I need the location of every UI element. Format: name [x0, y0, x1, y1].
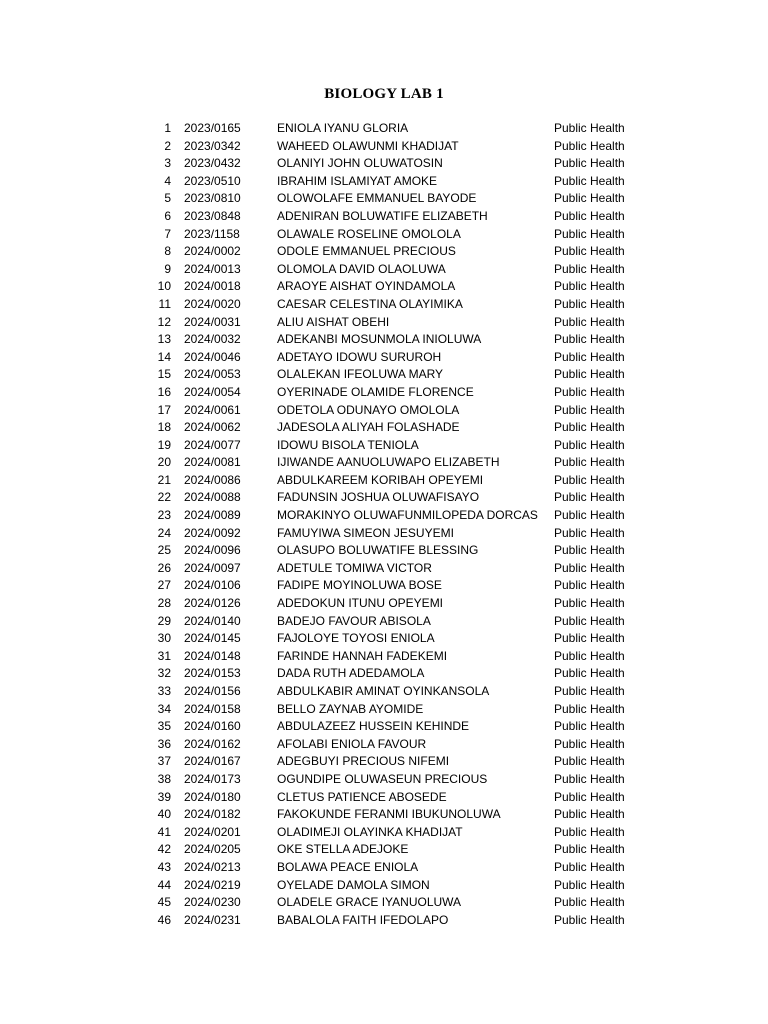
student-name: OLADIMEJI OLAYINKA KHADIJAT [277, 824, 463, 839]
student-name: AFOLABI ENIOLA FAVOUR [277, 736, 427, 751]
student-name: JADESOLA ALIYAH FOLASHADE [277, 420, 460, 435]
department: Public Health [554, 279, 625, 294]
matric-number: 2024/0156 [184, 684, 241, 698]
matric-number: 2024/0097 [184, 560, 241, 575]
matric-number: 2024/0153 [184, 666, 241, 681]
serial-number: 35 [157, 719, 171, 734]
serial-number: 9 [164, 261, 171, 276]
student-name: WAHEED OLAWUNMI KHADIJAT [277, 138, 459, 153]
table-row [140, 771, 660, 789]
matric-number: 2024/0020 [184, 296, 241, 311]
table-row [140, 314, 660, 332]
department: Public Health [554, 578, 625, 593]
student-name: ADEDOKUN ITUNU OPEYEMI [277, 596, 444, 611]
serial-number: 38 [157, 771, 171, 786]
student-name: BELLO ZAYNAB AYOMIDE [277, 701, 424, 716]
table-row [140, 877, 660, 895]
matric-number: 2024/0167 [184, 754, 241, 769]
department: Public Health [554, 736, 625, 751]
department: Public Health [554, 367, 625, 382]
serial-number: 45 [157, 895, 171, 910]
student-name: ABDULKAREEM KORIBAH OPEYEMI [277, 472, 484, 487]
department: Public Health [554, 719, 625, 734]
serial-number: 19 [157, 437, 171, 452]
serial-number: 13 [157, 332, 171, 347]
department: Public Health [554, 842, 625, 857]
department: Public Health [554, 226, 625, 241]
table-row [140, 120, 660, 138]
serial-number: 27 [157, 578, 171, 593]
matric-number: 2024/0106 [184, 578, 241, 593]
department: Public Health [554, 261, 625, 276]
matric-number: 2024/0140 [184, 613, 241, 628]
table-row [140, 155, 660, 173]
table-row [140, 454, 660, 472]
table-row [140, 437, 660, 455]
table-row [140, 806, 660, 824]
student-name: ENIOLA IYANU GLORIA [277, 121, 409, 135]
student-name: IDOWU BISOLA TENIOLA [277, 437, 419, 452]
serial-number: 18 [157, 420, 171, 435]
serial-number: 31 [157, 648, 171, 663]
serial-number: 43 [157, 859, 171, 874]
student-name: OLADELE GRACE IYANUOLUWA [277, 895, 462, 910]
serial-number: 33 [157, 684, 171, 698]
matric-number: 2023/0432 [184, 156, 241, 171]
department: Public Health [554, 684, 625, 698]
table-row [140, 683, 660, 701]
student-name: OLALEKAN IFEOLUWA MARY [277, 367, 444, 382]
department: Public Health [554, 560, 625, 575]
serial-number: 10 [157, 279, 171, 294]
student-name: OYERINADE OLAMIDE FLORENCE [277, 384, 474, 399]
table-row [140, 489, 660, 507]
department: Public Health [554, 490, 625, 505]
student-name: IBRAHIM ISLAMIYAT AMOKE [277, 173, 438, 188]
page-title: BIOLOGY LAB 1 [324, 86, 444, 102]
table-row [140, 718, 660, 736]
department: Public Health [554, 402, 625, 417]
matric-number: 2024/0231 [184, 912, 241, 927]
serial-number: 6 [164, 208, 171, 223]
student-name: OYELADE DAMOLA SIMON [277, 877, 430, 892]
student-name: ADEKANBI MOSUNMOLA INIOLUWA [277, 332, 482, 347]
student-name: OLOWOLAFE EMMANUEL BAYODE [277, 191, 477, 206]
student-name: ABDULKABIR AMINAT OYINKANSOLA [277, 684, 490, 698]
student-name: DADA RUTH ADEDAMOLA [277, 666, 425, 681]
serial-number: 28 [157, 596, 171, 611]
matric-number: 2024/0230 [184, 895, 241, 910]
serial-number: 15 [157, 367, 171, 382]
department: Public Health [554, 824, 625, 839]
serial-number: 42 [157, 842, 171, 857]
matric-number: 2024/0031 [184, 314, 241, 329]
matric-number: 2024/0032 [184, 332, 241, 347]
department: Public Health [554, 349, 625, 364]
department: Public Health [554, 912, 625, 927]
table-row [140, 824, 660, 842]
matric-number: 2024/0158 [184, 701, 241, 716]
serial-number: 17 [157, 402, 171, 417]
matric-number: 2024/0088 [184, 490, 241, 505]
table-row [140, 841, 660, 859]
matric-number: 2023/0810 [184, 191, 241, 206]
department: Public Health [554, 472, 625, 487]
department: Public Health [554, 121, 625, 135]
student-name: ADETULE TOMIWA VICTOR [277, 560, 432, 575]
serial-number: 20 [157, 455, 171, 470]
table-row [140, 243, 660, 261]
table-row [140, 349, 660, 367]
table-row [140, 701, 660, 719]
matric-number: 2024/0077 [184, 437, 241, 452]
student-name: CAESAR CELESTINA OLAYIMIKA [277, 296, 463, 311]
matric-number: 2024/0089 [184, 508, 241, 523]
matric-number: 2024/0126 [184, 596, 241, 611]
department: Public Health [554, 807, 625, 822]
table-row [140, 261, 660, 279]
serial-number: 37 [157, 754, 171, 769]
department: Public Health [554, 384, 625, 399]
matric-number: 2023/0848 [184, 208, 241, 223]
department: Public Health [554, 543, 625, 558]
serial-number: 25 [157, 543, 171, 558]
matric-number: 2024/0145 [184, 631, 241, 646]
department: Public Health [554, 789, 625, 804]
department: Public Health [554, 859, 625, 874]
student-name: FAMUYIWA SIMEON JESUYEMI [277, 525, 454, 540]
student-name: BOLAWA PEACE ENIOLA [277, 859, 419, 874]
matric-number: 2024/0046 [184, 349, 241, 364]
serial-number: 23 [157, 508, 171, 523]
matric-number: 2024/0081 [184, 455, 241, 470]
student-name: FARINDE HANNAH FADEKEMI [277, 648, 448, 663]
table-row [140, 138, 660, 156]
department: Public Health [554, 666, 625, 681]
serial-number: 32 [157, 666, 171, 681]
department: Public Health [554, 314, 625, 329]
serial-number: 29 [157, 613, 171, 628]
table-row [140, 472, 660, 490]
table-row [140, 542, 660, 560]
matric-number: 2024/0002 [184, 244, 241, 259]
table-row [140, 577, 660, 595]
table-row [140, 507, 660, 525]
serial-number: 26 [157, 560, 171, 575]
serial-number: 11 [158, 296, 171, 311]
matric-number: 2024/0148 [184, 648, 241, 663]
serial-number: 41 [157, 824, 171, 839]
table-row [140, 894, 660, 912]
serial-number: 40 [157, 807, 171, 822]
student-name: OKE STELLA ADEJOKE [277, 842, 409, 857]
matric-number: 2023/0165 [184, 121, 241, 135]
table-row [140, 331, 660, 349]
table-row [140, 630, 660, 648]
student-name: OLASUPO BOLUWATIFE BLESSING [277, 543, 479, 558]
department: Public Health [554, 332, 625, 347]
serial-number: 46 [157, 912, 171, 927]
student-name: FADIPE MOYINOLUWA BOSE [277, 578, 442, 593]
student-name: ABDULAZEEZ HUSSEIN KEHINDE [277, 719, 470, 734]
department: Public Health [554, 771, 625, 786]
matric-number: 2023/0342 [184, 138, 241, 153]
department: Public Health [554, 754, 625, 769]
student-name: OLAWALE ROSELINE OMOLOLA [277, 226, 461, 241]
table-row [140, 859, 660, 877]
serial-number: 22 [157, 490, 171, 505]
table-row [140, 296, 660, 314]
serial-number: 8 [164, 244, 171, 259]
student-name: FAJOLOYE TOYOSI ENIOLA [277, 631, 435, 646]
matric-number: 2024/0213 [184, 859, 241, 874]
department: Public Health [554, 173, 625, 188]
student-name: FAKOKUNDE FERANMI IBUKUNOLUWA [277, 807, 501, 822]
table-row [140, 595, 660, 613]
matric-number: 2024/0018 [184, 279, 241, 294]
matric-number: 2024/0053 [184, 367, 241, 382]
student-name: OGUNDIPE OLUWASEUN PRECIOUS [277, 771, 488, 786]
department: Public Health [554, 631, 625, 646]
table-row [140, 419, 660, 437]
matric-number: 2023/1158 [184, 226, 240, 241]
department: Public Health [554, 156, 625, 171]
serial-number: 14 [157, 349, 171, 364]
student-name: FADUNSIN JOSHUA OLUWAFISAYO [277, 490, 480, 505]
department: Public Health [554, 895, 625, 910]
table-row [140, 789, 660, 807]
department: Public Health [554, 648, 625, 663]
department: Public Health [554, 420, 625, 435]
student-name: ARAOYE AISHAT OYINDAMOLA [277, 279, 456, 294]
department: Public Health [554, 877, 625, 892]
student-name: ADENIRAN BOLUWATIFE ELIZABETH [277, 208, 488, 223]
table-row [140, 226, 660, 244]
student-name: ADETAYO IDOWU SURUROH [277, 349, 442, 364]
department: Public Health [554, 208, 625, 223]
table-row [140, 613, 660, 631]
table-row [140, 912, 660, 930]
matric-number: 2024/0162 [184, 736, 241, 751]
serial-number: 16 [157, 384, 171, 399]
serial-number: 3 [164, 156, 171, 171]
matric-number: 2024/0182 [184, 807, 241, 822]
table-row [140, 366, 660, 384]
table-row [140, 208, 660, 226]
table-row [140, 402, 660, 420]
student-name: CLETUS PATIENCE ABOSEDE [277, 789, 447, 804]
serial-number: 1 [164, 121, 171, 135]
student-name: OLANIYI JOHN OLUWATOSIN [277, 156, 443, 171]
matric-number: 2024/0062 [184, 420, 241, 435]
table-row [140, 190, 660, 208]
matric-number: 2024/0096 [184, 543, 241, 558]
serial-number: 2 [164, 138, 171, 153]
table-row [140, 278, 660, 296]
student-name: IJIWANDE AANUOLUWAPO ELIZABETH [277, 455, 500, 470]
serial-number: 12 [157, 314, 171, 329]
matric-number: 2024/0086 [184, 472, 241, 487]
serial-number: 44 [157, 877, 171, 892]
matric-number: 2024/0180 [184, 789, 241, 804]
serial-number: 4 [164, 173, 171, 188]
department: Public Health [554, 508, 625, 523]
serial-number: 34 [157, 701, 171, 716]
serial-number: 5 [164, 191, 171, 206]
serial-number: 24 [157, 525, 171, 540]
table-row [140, 665, 660, 683]
student-name: OLOMOLA DAVID OLAOLUWA [277, 261, 446, 276]
student-name: ODETOLA ODUNAYO OMOLOLA [277, 402, 460, 417]
student-name: ODOLE EMMANUEL PRECIOUS [277, 244, 456, 259]
matric-number: 2024/0201 [184, 824, 241, 839]
serial-number: 36 [157, 736, 171, 751]
student-name: ALIU AISHAT OBEHI [277, 314, 390, 329]
department: Public Health [554, 138, 625, 153]
student-name: BABALOLA FAITH IFEDOLAPO [277, 912, 449, 927]
table-row [140, 173, 660, 191]
matric-number: 2024/0219 [184, 877, 241, 892]
department: Public Health [554, 455, 625, 470]
serial-number: 30 [157, 631, 171, 646]
serial-number: 21 [157, 472, 171, 487]
student-name: BADEJO FAVOUR ABISOLA [277, 613, 431, 628]
matric-number: 2024/0092 [184, 525, 241, 540]
department: Public Health [554, 191, 625, 206]
table-row [140, 648, 660, 666]
department: Public Health [554, 296, 625, 311]
table-row [140, 560, 660, 578]
department: Public Health [554, 596, 625, 611]
matric-number: 2023/0510 [184, 173, 241, 188]
matric-number: 2024/0054 [184, 384, 241, 399]
department: Public Health [554, 613, 625, 628]
matric-number: 2024/0013 [184, 261, 241, 276]
department: Public Health [554, 437, 625, 452]
matric-number: 2024/0160 [184, 719, 241, 734]
matric-number: 2024/0205 [184, 842, 241, 857]
table-row [140, 384, 660, 402]
department: Public Health [554, 701, 625, 716]
matric-number: 2024/0173 [184, 771, 241, 786]
serial-number: 7 [164, 226, 171, 241]
department: Public Health [554, 525, 625, 540]
serial-number: 39 [157, 789, 171, 804]
student-roster [140, 120, 660, 929]
table-row [140, 736, 660, 754]
department: Public Health [554, 244, 625, 259]
matric-number: 2024/0061 [184, 402, 241, 417]
student-name: MORAKINYO OLUWAFUNMILOPEDA DORCAS [277, 508, 538, 523]
student-name: ADEGBUYI PRECIOUS NIFEMI [277, 754, 450, 769]
table-row [140, 525, 660, 543]
table-row [140, 753, 660, 771]
